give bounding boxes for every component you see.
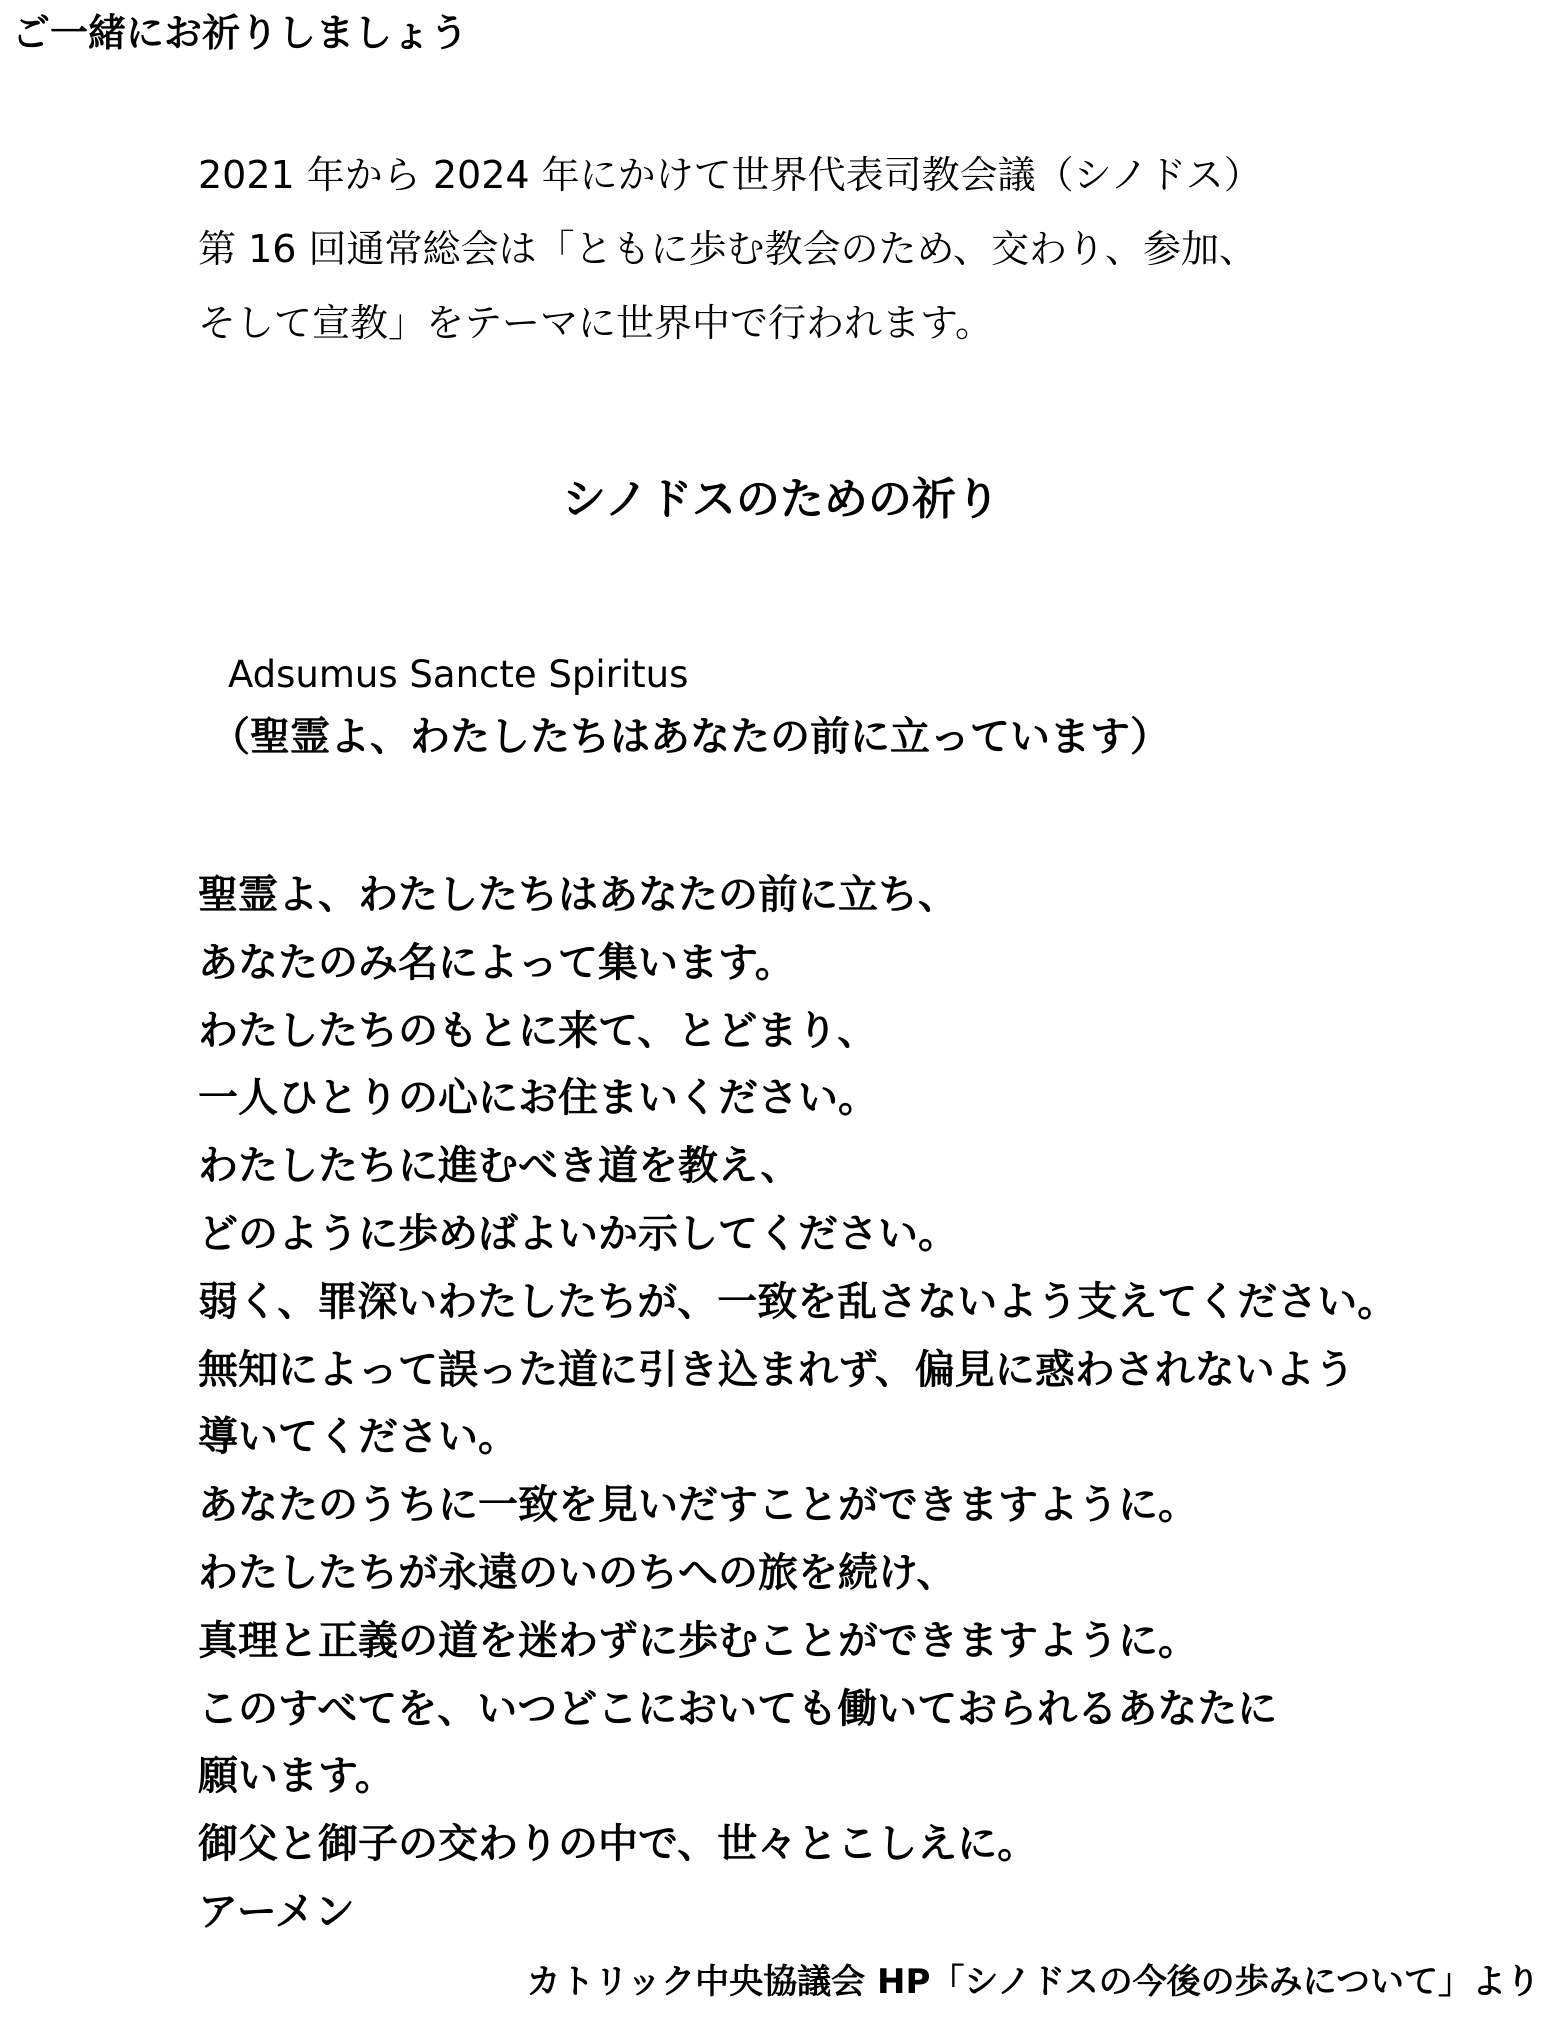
page-title: ご一緒にお祈りしましょう — [12, 11, 469, 55]
latin-translation: （聖霊よ、わたしたちはあなたの前に立っています） — [210, 714, 1170, 760]
prayer-line: あなたのうちに一致を見いだすことができますように。 — [198, 1482, 1198, 1529]
prayer-line: 一人ひとりの心にお住まいください。 — [198, 1075, 878, 1122]
prayer-line: わたしたちが永遠のいのちへの旅を続け、 — [198, 1549, 957, 1596]
prayer-line: どのように歩めばよいか示してください。 — [198, 1210, 958, 1257]
intro-line: 2021 年から 2024 年にかけて世界代表司教会議（シノドス） — [198, 153, 1262, 197]
prayer-line: 導いてください。 — [198, 1414, 518, 1461]
prayer-body — [198, 862, 1498, 1947]
prayer-line: 弱く、罪深いわたしたちが、一致を乱さないよう支えてください。 — [198, 1278, 1398, 1325]
prayer-line: あなたのみ名によって集います。 — [198, 939, 795, 986]
prayer-line: 願います。 — [198, 1753, 395, 1800]
prayer-line: アーメン — [198, 1888, 355, 1935]
prayer-line: 御父と御子の交わりの中で、世々とこしえに。 — [198, 1821, 1038, 1868]
source-citation: カトリック中央協議会 HP「シノドスの今後の歩みについて」より — [526, 1962, 1540, 2002]
prayer-title: シノドスのための祈り — [562, 474, 1000, 525]
intro-line: 第 16 回通常総会は「ともに歩む教会のため、交わり、参加、 — [198, 227, 1257, 271]
prayer-line: わたしたちのもとに来て、とどまり、 — [198, 1007, 878, 1054]
intro-paragraph — [198, 138, 1398, 360]
prayer-line: 無知によって誤った道に引き込まれず、偏見に惑わされないよう — [198, 1346, 1355, 1393]
intro-line: そして宣教」をテーマに世界中で行われます。 — [198, 301, 993, 345]
prayer-line: 真理と正義の道を迷わずに歩むことができますように。 — [198, 1617, 1198, 1664]
prayer-line: このすべてを、いつどこにおいても働いておられるあなたに — [198, 1685, 1278, 1732]
prayer-line: わたしたちに進むべき道を教え、 — [198, 1143, 801, 1190]
prayer-line: 聖霊よ、わたしたちはあなたの前に立ち、 — [198, 872, 958, 918]
latin-title: Adsumus Sancte Spiritus — [228, 653, 689, 696]
